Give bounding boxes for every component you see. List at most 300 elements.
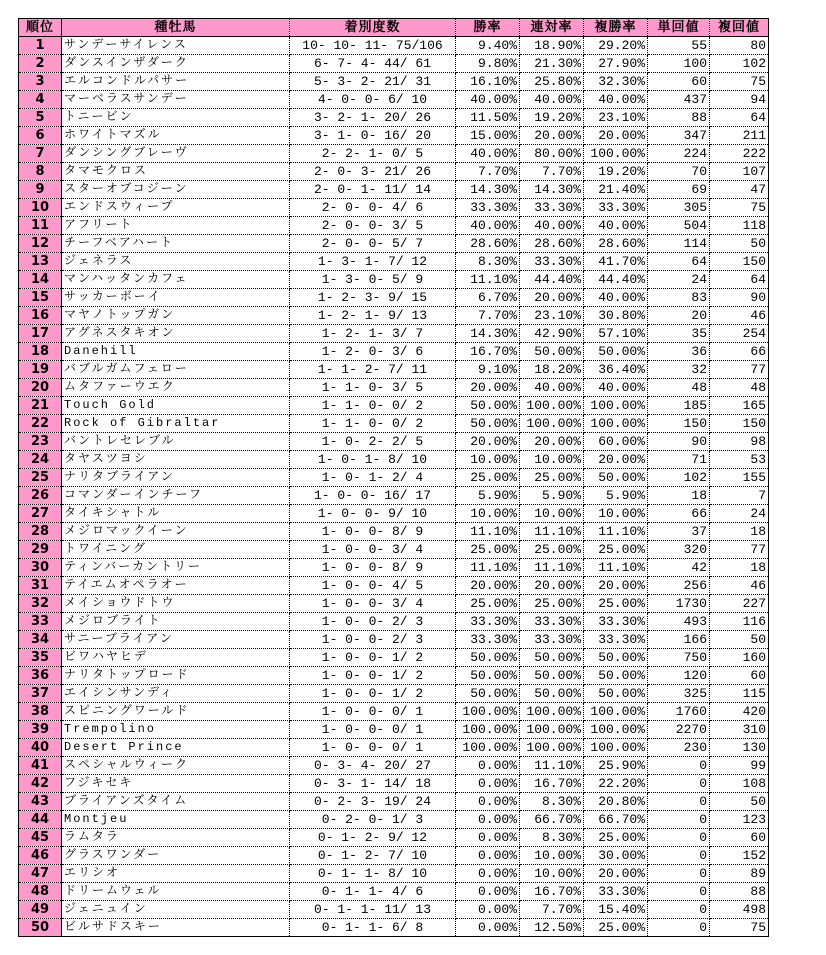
record-cell: 0- 1- 2- 9/ 12 [290,829,456,847]
top2-rate-cell: 25.80% [520,73,584,91]
rank-cell: 2 [19,55,62,73]
record-cell: 1- 0- 1- 8/ 10 [290,451,456,469]
rank-cell: 38 [19,703,62,721]
win-return-cell: 347 [648,127,710,145]
table-row [19,739,769,757]
table-row [19,145,769,163]
win-rate-cell: 25.00% [456,595,520,613]
place-return-cell: 77 [710,361,769,379]
record-cell: 1- 0- 0- 8/ 9 [290,523,456,541]
place-return-cell: 98 [710,433,769,451]
table-row [19,163,769,181]
top3-rate-cell: 11.10% [584,559,648,577]
table-row [19,793,769,811]
record-cell: 0- 3- 4- 20/ 27 [290,757,456,775]
sire-name-cell: メイショウドトウ [62,595,290,613]
table-row [19,901,769,919]
win-return-cell: 88 [648,109,710,127]
top2-rate-cell: 16.70% [520,775,584,793]
table-row [19,703,769,721]
top2-rate-cell: 7.70% [520,901,584,919]
place-return-cell: 130 [710,739,769,757]
top2-rate-cell: 42.90% [520,325,584,343]
record-cell: 1- 1- 0- 0/ 2 [290,415,456,433]
table-row [19,775,769,793]
record-cell: 0- 1- 2- 7/ 10 [290,847,456,865]
top3-rate-cell: 33.30% [584,613,648,631]
sire-name-cell: ビルサドスキー [62,919,290,937]
record-cell: 0- 1- 1- 11/ 13 [290,901,456,919]
win-rate-cell: 25.00% [456,469,520,487]
win-rate-cell: 11.10% [456,271,520,289]
win-return-cell: 42 [648,559,710,577]
top3-rate-cell: 57.10% [584,325,648,343]
win-rate-cell: 14.30% [456,325,520,343]
table-row [19,487,769,505]
win-return-cell: 48 [648,379,710,397]
win-rate-cell: 33.30% [456,631,520,649]
table-row [19,217,769,235]
place-return-cell: 150 [710,415,769,433]
top2-rate-cell: 21.30% [520,55,584,73]
top3-rate-cell: 28.60% [584,235,648,253]
sire-name-cell: Danehill [62,343,290,361]
win-rate-cell: 40.00% [456,217,520,235]
rank-cell: 32 [19,595,62,613]
win-return-cell: 305 [648,199,710,217]
rank-cell: 43 [19,793,62,811]
win-return-cell: 0 [648,919,710,937]
sire-name-cell: バントレセレブル [62,433,290,451]
record-cell: 1- 1- 0- 0/ 2 [290,397,456,415]
win-return-cell: 150 [648,415,710,433]
win-return-cell: 70 [648,163,710,181]
win-rate-cell: 11.10% [456,523,520,541]
record-cell: 1- 2- 1- 3/ 7 [290,325,456,343]
place-return-cell: 7 [710,487,769,505]
table-row [19,829,769,847]
win-return-cell: 69 [648,181,710,199]
top3-rate-cell: 36.40% [584,361,648,379]
rank-cell: 46 [19,847,62,865]
win-return-cell: 224 [648,145,710,163]
place-return-cell: 77 [710,541,769,559]
top3-rate-cell: 27.90% [584,55,648,73]
record-cell: 1- 2- 0- 3/ 6 [290,343,456,361]
top3-rate-cell: 40.00% [584,91,648,109]
top3-rate-cell: 25.00% [584,595,648,613]
rank-cell: 31 [19,577,62,595]
record-cell: 1- 2- 3- 9/ 15 [290,289,456,307]
top2-rate-cell: 11.10% [520,523,584,541]
place-return-cell: 118 [710,217,769,235]
top2-rate-cell: 50.00% [520,667,584,685]
rank-cell: 27 [19,505,62,523]
record-cell: 0- 1- 1- 4/ 6 [290,883,456,901]
top2-rate-cell: 40.00% [520,91,584,109]
top3-rate-cell: 50.00% [584,649,648,667]
record-cell: 2- 0- 0- 3/ 5 [290,217,456,235]
win-return-cell: 0 [648,793,710,811]
top3-rate-cell: 50.00% [584,469,648,487]
record-cell: 2- 0- 1- 11/ 14 [290,181,456,199]
header-top2-rate: 連対率 [520,19,584,37]
record-cell: 4- 0- 0- 6/ 10 [290,91,456,109]
record-cell: 1- 0- 0- 1/ 2 [290,685,456,703]
record-cell: 1- 1- 2- 7/ 11 [290,361,456,379]
top2-rate-cell: 20.00% [520,289,584,307]
top3-rate-cell: 5.90% [584,487,648,505]
sire-name-cell: Montjeu [62,811,290,829]
win-return-cell: 504 [648,217,710,235]
place-return-cell: 107 [710,163,769,181]
win-rate-cell: 10.00% [456,505,520,523]
table-row [19,577,769,595]
sire-name-cell: スターオブコジーン [62,181,290,199]
record-cell: 10- 10- 11- 75/106 [290,37,456,55]
sire-name-cell: チーフベアハート [62,235,290,253]
top2-rate-cell: 50.00% [520,649,584,667]
place-return-cell: 60 [710,829,769,847]
place-return-cell: 254 [710,325,769,343]
sire-name-cell: ドリームウェル [62,883,290,901]
win-rate-cell: 8.30% [456,253,520,271]
top2-rate-cell: 11.10% [520,757,584,775]
rank-cell: 45 [19,829,62,847]
table-row [19,343,769,361]
win-return-cell: 100 [648,55,710,73]
place-return-cell: 48 [710,379,769,397]
table-row [19,253,769,271]
sire-name-cell: サニーブライアン [62,631,290,649]
win-rate-cell: 50.00% [456,685,520,703]
sire-name-cell: マンハッタンカフェ [62,271,290,289]
sire-name-cell: ムタファーウエク [62,379,290,397]
top3-rate-cell: 100.00% [584,721,648,739]
record-cell: 1- 0- 0- 8/ 9 [290,559,456,577]
sire-name-cell: ラムタラ [62,829,290,847]
top3-rate-cell: 40.00% [584,289,648,307]
rank-cell: 29 [19,541,62,559]
record-cell: 1- 0- 1- 2/ 4 [290,469,456,487]
place-return-cell: 88 [710,883,769,901]
win-rate-cell: 9.10% [456,361,520,379]
sire-name-cell: グラスワンダー [62,847,290,865]
top2-rate-cell: 5.90% [520,487,584,505]
win-rate-cell: 40.00% [456,145,520,163]
sire-name-cell: ジェニュイン [62,901,290,919]
win-rate-cell: 28.60% [456,235,520,253]
win-return-cell: 0 [648,901,710,919]
place-return-cell: 94 [710,91,769,109]
top3-rate-cell: 100.00% [584,703,648,721]
rank-cell: 33 [19,613,62,631]
top2-rate-cell: 40.00% [520,217,584,235]
table-row [19,757,769,775]
record-cell: 1- 1- 0- 3/ 5 [290,379,456,397]
sire-name-cell: エイシンサンディ [62,685,290,703]
win-rate-cell: 6.70% [456,289,520,307]
rank-cell: 26 [19,487,62,505]
win-rate-cell: 5.90% [456,487,520,505]
top2-rate-cell: 18.90% [520,37,584,55]
rank-cell: 41 [19,757,62,775]
table-row [19,271,769,289]
top3-rate-cell: 100.00% [584,739,648,757]
top3-rate-cell: 60.00% [584,433,648,451]
top3-rate-cell: 20.00% [584,451,648,469]
top3-rate-cell: 100.00% [584,397,648,415]
place-return-cell: 155 [710,469,769,487]
top2-rate-cell: 33.30% [520,253,584,271]
place-return-cell: 102 [710,55,769,73]
record-cell: 1- 0- 0- 3/ 4 [290,595,456,613]
record-cell: 0- 1- 1- 6/ 8 [290,919,456,937]
table-row [19,91,769,109]
place-return-cell: 108 [710,775,769,793]
sire-name-cell: サンデーサイレンス [62,37,290,55]
top2-rate-cell: 44.40% [520,271,584,289]
top2-rate-cell: 28.60% [520,235,584,253]
top2-rate-cell: 19.20% [520,109,584,127]
place-return-cell: 99 [710,757,769,775]
sire-name-cell: テイエムオペラオー [62,577,290,595]
top3-rate-cell: 21.40% [584,181,648,199]
table-row [19,109,769,127]
place-return-cell: 50 [710,631,769,649]
win-return-cell: 0 [648,865,710,883]
top2-rate-cell: 18.20% [520,361,584,379]
win-rate-cell: 10.00% [456,451,520,469]
top2-rate-cell: 40.00% [520,379,584,397]
rank-cell: 15 [19,289,62,307]
rank-cell: 25 [19,469,62,487]
place-return-cell: 160 [710,649,769,667]
table-row [19,73,769,91]
record-cell: 1- 0- 0- 4/ 5 [290,577,456,595]
sire-name-cell: Trempolino [62,721,290,739]
table-row [19,559,769,577]
table-row [19,181,769,199]
place-return-cell: 64 [710,109,769,127]
win-rate-cell: 14.30% [456,181,520,199]
place-return-cell: 46 [710,307,769,325]
top2-rate-cell: 33.30% [520,199,584,217]
top2-rate-cell: 8.30% [520,793,584,811]
win-rate-cell: 25.00% [456,541,520,559]
record-cell: 1- 0- 0- 2/ 3 [290,631,456,649]
rank-cell: 5 [19,109,62,127]
place-return-cell: 123 [710,811,769,829]
header-sire: 種牡馬 [62,19,290,37]
top3-rate-cell: 40.00% [584,217,648,235]
win-return-cell: 66 [648,505,710,523]
win-rate-cell: 11.10% [456,559,520,577]
win-return-cell: 166 [648,631,710,649]
sire-name-cell: サッカーボーイ [62,289,290,307]
record-cell: 1- 0- 0- 2/ 3 [290,613,456,631]
place-return-cell: 89 [710,865,769,883]
record-cell: 1- 3- 1- 7/ 12 [290,253,456,271]
table-row [19,865,769,883]
table-row [19,847,769,865]
table-row [19,523,769,541]
sire-name-cell: Touch Gold [62,397,290,415]
place-return-cell: 115 [710,685,769,703]
sire-name-cell: ナリタブライアン [62,469,290,487]
top3-rate-cell: 10.00% [584,505,648,523]
header-record: 着別度数 [290,19,456,37]
top2-rate-cell: 8.30% [520,829,584,847]
rank-cell: 4 [19,91,62,109]
top2-rate-cell: 66.70% [520,811,584,829]
top3-rate-cell: 100.00% [584,145,648,163]
table-row [19,37,769,55]
sire-name-cell: メジロブライト [62,613,290,631]
record-cell: 1- 0- 0- 3/ 4 [290,541,456,559]
place-return-cell: 46 [710,577,769,595]
win-rate-cell: 0.00% [456,829,520,847]
sire-name-cell: タヤスツヨシ [62,451,290,469]
win-return-cell: 1730 [648,595,710,613]
record-cell: 1- 0- 0- 0/ 1 [290,703,456,721]
top3-rate-cell: 19.20% [584,163,648,181]
win-return-cell: 90 [648,433,710,451]
win-rate-cell: 100.00% [456,721,520,739]
place-return-cell: 227 [710,595,769,613]
header-place-return: 複回値 [710,19,769,37]
top2-rate-cell: 20.00% [520,433,584,451]
place-return-cell: 90 [710,289,769,307]
top3-rate-cell: 11.10% [584,523,648,541]
table-row [19,595,769,613]
top2-rate-cell: 20.00% [520,577,584,595]
top2-rate-cell: 7.70% [520,163,584,181]
win-rate-cell: 50.00% [456,415,520,433]
top2-rate-cell: 33.30% [520,631,584,649]
table-row [19,199,769,217]
top2-rate-cell: 100.00% [520,703,584,721]
top3-rate-cell: 100.00% [584,415,648,433]
record-cell: 1- 0- 0- 16/ 17 [290,487,456,505]
place-return-cell: 66 [710,343,769,361]
sire-name-cell: ジェネラス [62,253,290,271]
sire-name-cell: マーベラスサンデー [62,91,290,109]
table-row [19,307,769,325]
table-row [19,325,769,343]
header-top3-rate: 複勝率 [584,19,648,37]
win-return-cell: 325 [648,685,710,703]
table-row [19,433,769,451]
record-cell: 1- 0- 2- 2/ 5 [290,433,456,451]
rank-cell: 20 [19,379,62,397]
header-rank: 順位 [19,19,62,37]
top3-rate-cell: 40.00% [584,379,648,397]
sire-name-cell: ダンシングブレーヴ [62,145,290,163]
top3-rate-cell: 23.10% [584,109,648,127]
rank-cell: 24 [19,451,62,469]
win-rate-cell: 15.00% [456,127,520,145]
top3-rate-cell: 32.30% [584,73,648,91]
place-return-cell: 152 [710,847,769,865]
record-cell: 3- 1- 0- 16/ 20 [290,127,456,145]
rank-cell: 22 [19,415,62,433]
record-cell: 5- 3- 2- 21/ 31 [290,73,456,91]
sire-name-cell: アフリート [62,217,290,235]
rank-cell: 23 [19,433,62,451]
place-return-cell: 24 [710,505,769,523]
place-return-cell: 75 [710,73,769,91]
record-cell: 1- 0- 0- 1/ 2 [290,667,456,685]
header-win-return: 単回値 [648,19,710,37]
sire-name-cell: ダンスインザダーク [62,55,290,73]
win-rate-cell: 50.00% [456,667,520,685]
top2-rate-cell: 25.00% [520,595,584,613]
table-row [19,613,769,631]
rank-cell: 16 [19,307,62,325]
rank-cell: 6 [19,127,62,145]
rank-cell: 18 [19,343,62,361]
table-row [19,667,769,685]
top3-rate-cell: 33.30% [584,883,648,901]
table-row [19,55,769,73]
top3-rate-cell: 25.00% [584,919,648,937]
rank-cell: 10 [19,199,62,217]
table-row [19,379,769,397]
top2-rate-cell: 10.00% [520,847,584,865]
top3-rate-cell: 20.80% [584,793,648,811]
top3-rate-cell: 33.30% [584,199,648,217]
place-return-cell: 150 [710,253,769,271]
win-return-cell: 0 [648,829,710,847]
top3-rate-cell: 25.00% [584,541,648,559]
win-rate-cell: 0.00% [456,811,520,829]
place-return-cell: 165 [710,397,769,415]
win-return-cell: 32 [648,361,710,379]
win-return-cell: 35 [648,325,710,343]
top3-rate-cell: 29.20% [584,37,648,55]
rank-cell: 13 [19,253,62,271]
win-return-cell: 120 [648,667,710,685]
record-cell: 3- 2- 1- 20/ 26 [290,109,456,127]
rank-cell: 48 [19,883,62,901]
sire-name-cell: Desert Prince [62,739,290,757]
win-rate-cell: 100.00% [456,739,520,757]
rank-cell: 40 [19,739,62,757]
rank-cell: 21 [19,397,62,415]
record-cell: 1- 0- 0- 0/ 1 [290,721,456,739]
win-return-cell: 750 [648,649,710,667]
place-return-cell: 75 [710,199,769,217]
table-row [19,685,769,703]
top2-rate-cell: 50.00% [520,343,584,361]
win-return-cell: 37 [648,523,710,541]
win-rate-cell: 0.00% [456,883,520,901]
win-return-cell: 493 [648,613,710,631]
win-return-cell: 0 [648,847,710,865]
win-rate-cell: 16.70% [456,343,520,361]
win-return-cell: 55 [648,37,710,55]
rank-cell: 35 [19,649,62,667]
table-row [19,883,769,901]
top2-rate-cell: 14.30% [520,181,584,199]
record-cell: 2- 0- 0- 4/ 6 [290,199,456,217]
win-return-cell: 0 [648,811,710,829]
top2-rate-cell: 50.00% [520,685,584,703]
sire-name-cell: バブルガムフェロー [62,361,290,379]
place-return-cell: 420 [710,703,769,721]
win-rate-cell: 33.30% [456,199,520,217]
